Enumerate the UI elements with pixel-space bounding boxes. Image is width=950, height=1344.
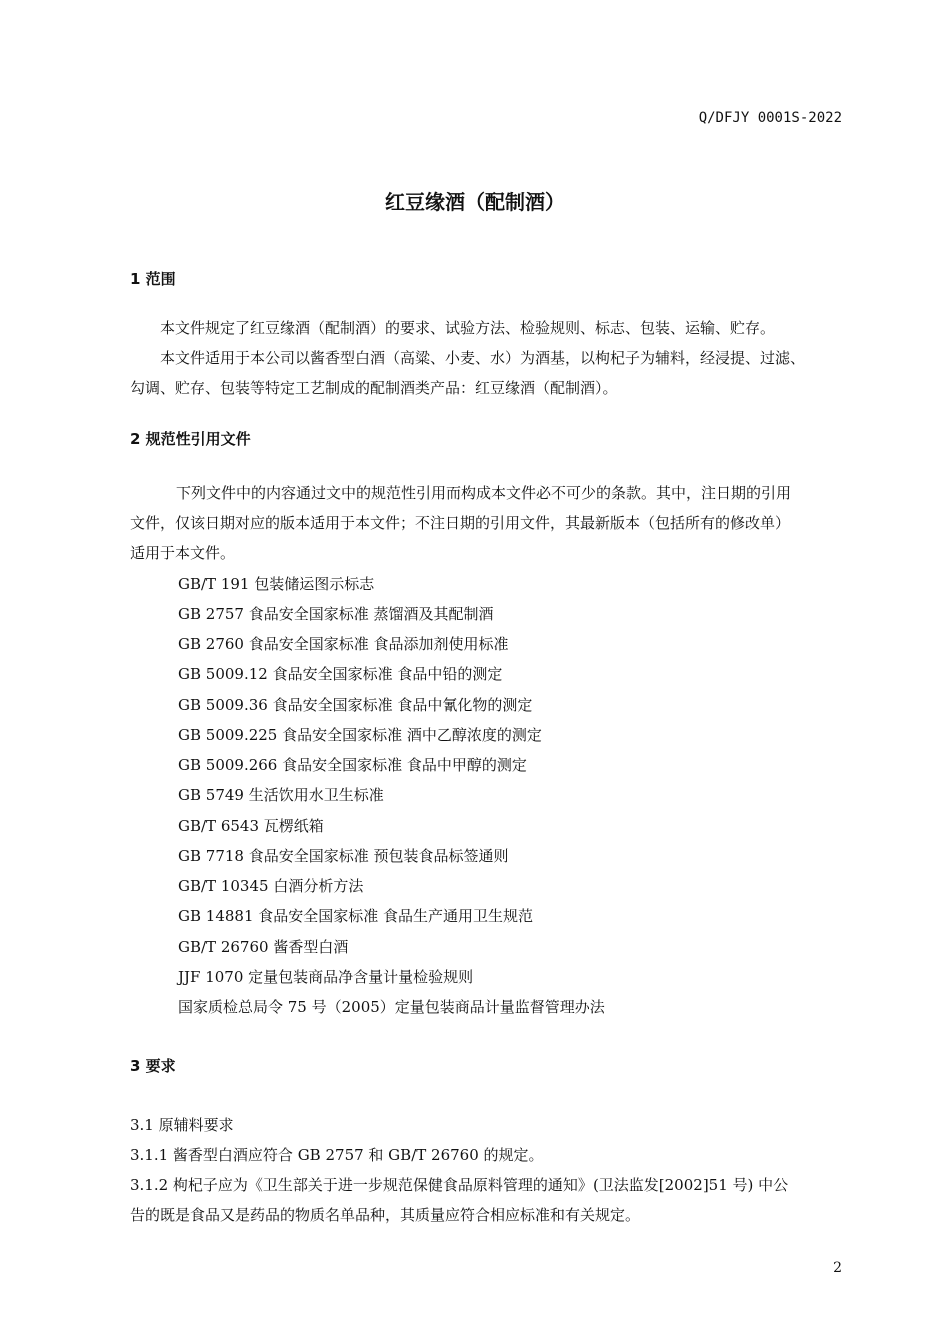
section-2-intro-line-3: 适用于本文件。: [130, 544, 236, 562]
reference-item: GB 5749 生活饮用水卫生标准: [178, 786, 384, 804]
section-2-intro-line-2: 文件，仅该日期对应的版本适用于本文件；不注日期的引用文件，其最新版本（包括所有的修改单）: [130, 514, 791, 532]
reference-item: 国家质检总局令 75 号（2005）定量包装商品计量监督管理办法: [178, 998, 605, 1016]
subsection-3-1-2-line-2: 告的既是食品又是药品的物质名单品种，其质量应符合相应标准和有关规定。: [130, 1206, 641, 1224]
reference-item: GB 7718 食品安全国家标准 预包装食品标签通则: [178, 847, 509, 865]
subsection-3-1: 3.1 原辅料要求: [130, 1116, 234, 1134]
section-3-heading: 3 要求: [130, 1057, 176, 1075]
section-1-paragraph-1: 本文件规定了红豆缘酒（配制酒）的要求、试验方法、检验规则、标志、包装、运输、贮存。: [160, 319, 776, 337]
reference-item: GB/T 6543 瓦楞纸箱: [178, 817, 324, 835]
section-1-paragraph-2-line-2: 勾调、贮存、包装等特定工艺制成的配制酒类产品：红豆缘酒（配制酒）。: [130, 379, 618, 397]
document-title: 红豆缘酒（配制酒）: [385, 190, 565, 214]
section-2-intro-line-1: 下列文件中的内容通过文中的规范性引用而构成本文件必不可少的条款。其中，注日期的引用: [176, 484, 792, 502]
page-number: 2: [833, 1260, 842, 1276]
reference-item: GB/T 26760 酱香型白酒: [178, 938, 349, 956]
subsection-3-1-2-line-1: 3.1.2 枸杞子应为《卫生部关于进一步规范保健食品原料管理的通知》(卫法监发[2002]51 号) 中公: [130, 1176, 789, 1194]
reference-item: GB/T 191 包装储运图示标志: [178, 575, 375, 593]
reference-item: GB/T 10345 白酒分析方法: [178, 877, 364, 895]
reference-item: GB 14881 食品安全国家标准 食品生产通用卫生规范: [178, 907, 534, 925]
section-2-heading: 2 规范性引用文件: [130, 430, 251, 448]
section-1-heading: 1 范围: [130, 270, 176, 288]
subsection-3-1-1: 3.1.1 酱香型白酒应符合 GB 2757 和 GB/T 26760 的规定。: [130, 1146, 544, 1164]
section-1-paragraph-2-line-1: 本文件适用于本公司以酱香型白酒（高粱、小麦、水）为酒基，以枸杞子为辅料，经浸提、过滤、: [160, 349, 806, 367]
reference-item: GB 5009.266 食品安全国家标准 食品中甲醇的测定: [178, 756, 527, 774]
reference-item: JJF 1070 定量包装商品净含量计量检验规则: [178, 968, 474, 986]
reference-item: GB 5009.12 食品安全国家标准 食品中铅的测定: [178, 665, 503, 683]
reference-item: GB 5009.225 食品安全国家标准 酒中乙醇浓度的测定: [178, 726, 542, 744]
reference-item: GB 5009.36 食品安全国家标准 食品中氰化物的测定: [178, 696, 533, 714]
document-number: Q/DFJY 0001S-2022: [698, 110, 842, 126]
reference-item: GB 2757 食品安全国家标准 蒸馏酒及其配制酒: [178, 605, 494, 623]
reference-item: GB 2760 食品安全国家标准 食品添加剂使用标准: [178, 635, 509, 653]
